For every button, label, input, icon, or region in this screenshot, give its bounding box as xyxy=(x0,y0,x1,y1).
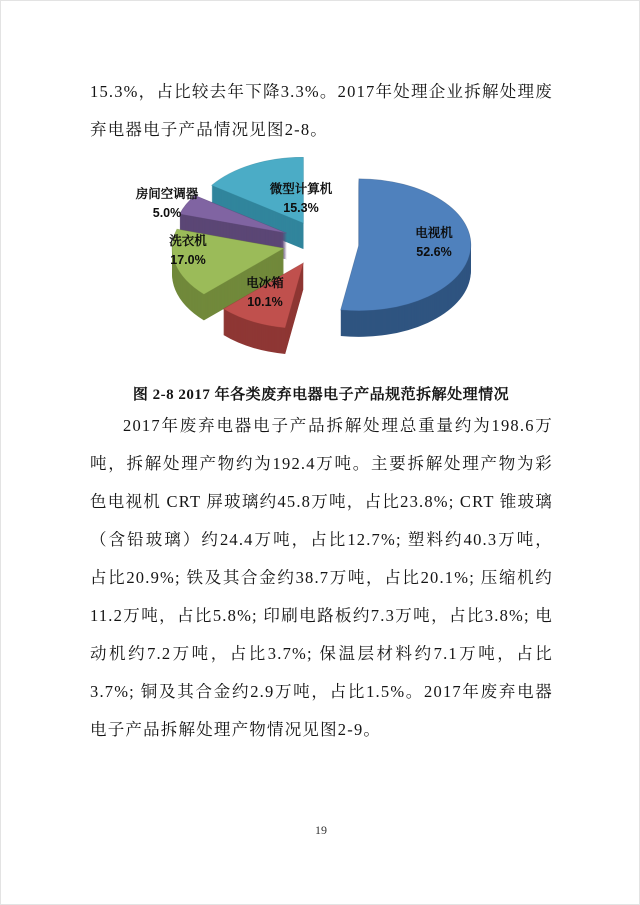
pie-slice-name: 微型计算机 xyxy=(269,182,333,196)
pie-slice-label-washer xyxy=(169,232,207,270)
page-number: 19 xyxy=(315,823,327,837)
pie-slice-percent: 5.0% xyxy=(152,206,182,220)
pie-slice-label-tv xyxy=(415,224,453,262)
pie-slice-name: 洗衣机 xyxy=(169,234,207,248)
pie-slice-percent: 15.3% xyxy=(283,201,319,215)
pie-slice-percent: 52.6% xyxy=(416,245,452,259)
pie-slice-name: 电视机 xyxy=(415,226,453,240)
figure-caption: 图 2-8 2017 年各类废弃电器电子产品规范拆解处理情况 xyxy=(132,387,510,403)
pie-slice-percent: 17.0% xyxy=(170,253,206,267)
pie-slice-label-computer xyxy=(270,180,333,218)
pie-slice-label-air-conditioner xyxy=(136,185,199,223)
pie-slice-label-fridge xyxy=(246,274,284,312)
body-paragraph: 2017年废弃电器电子产品拆解处理总重量约为198.6万吨，拆解处理产物约为192.4万吨。主要拆解处理产物为彩色电视机 CRT 屏玻璃约45.8万吨，占比23.8%; CRT 锥玻璃（含铅玻璃）约24.4万吨，占比12.7%; 塑料约40.3万吨，占比20.9%; 铁及其合金约38.7万吨，占比20.1%; 压缩机约11.2万吨，占比5.8%; 印刷电路板约7.3万吨，占比3.8%; 电动机约7.2万吨，占比3.7%; 保温层材料约7.1万吨，占比3.7%; 铜及其合金约2.9万吨，占比1.5%。2017年废弃电器电子产品拆解处理产物情况见图2-9。 xyxy=(90,416,553,739)
pie-slice-percent: 10.1% xyxy=(247,295,283,309)
pie-slice-name: 电冰箱 xyxy=(246,276,284,290)
pie-slice-name: 房间空调器 xyxy=(135,187,199,201)
pie-chart-figure xyxy=(121,157,521,375)
top-paragraph: 15.3%，占比较去年下降3.3%。2017年处理企业拆解处理废弃电器电子产品情况见图2-8。 xyxy=(90,82,553,139)
